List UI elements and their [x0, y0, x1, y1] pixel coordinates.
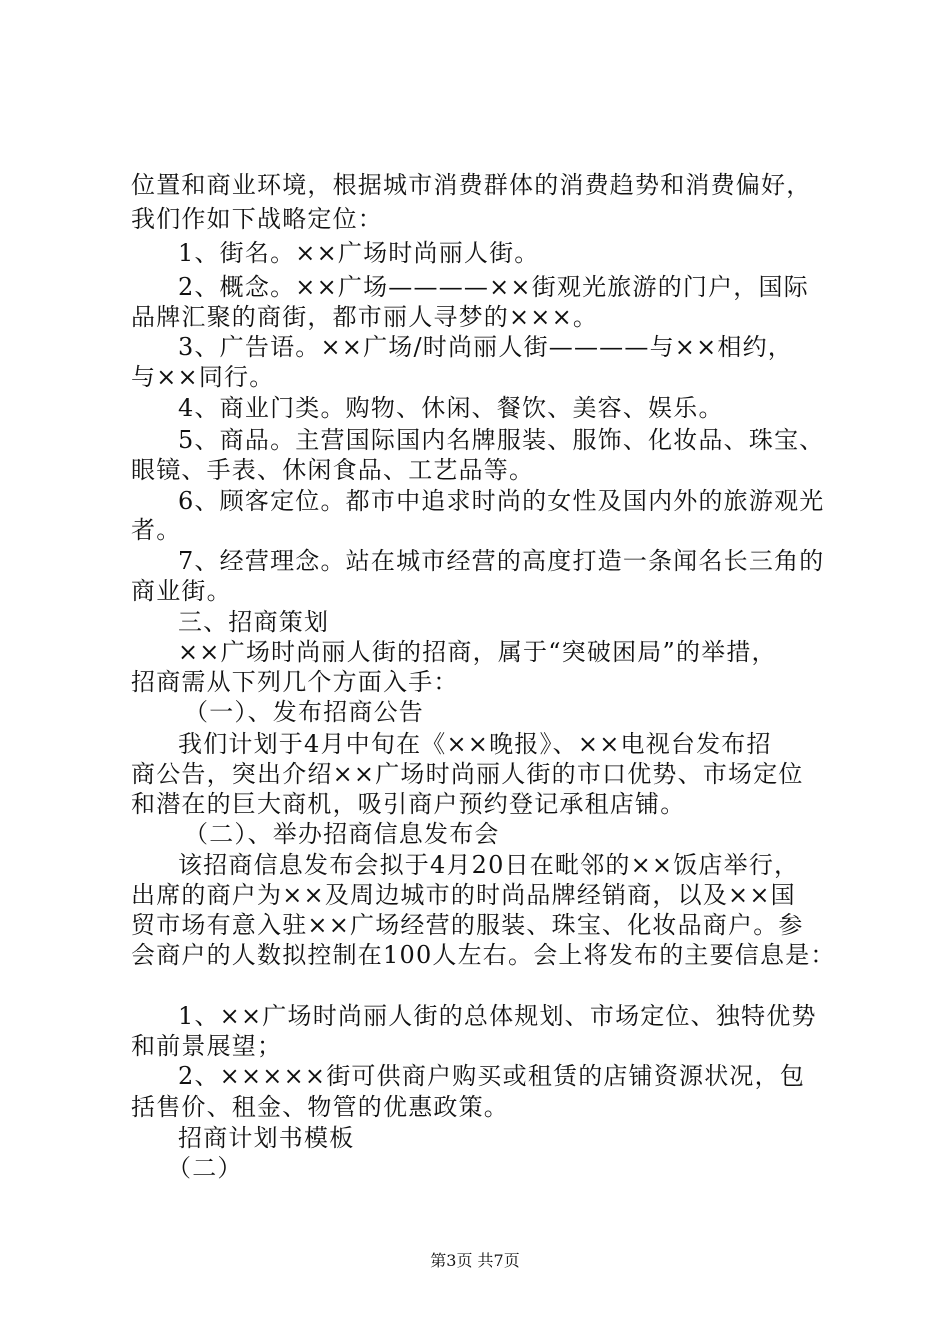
text-line: 者。: [131, 516, 182, 544]
text-line: 5、商品。主营国际国内名牌服装、服饰、化妆品、珠宝、: [178, 426, 825, 454]
text-line: 2、概念。××广场————××街观光旅游的门户，国际: [178, 273, 809, 301]
text-line: 和潜在的巨大商机，吸引商户预约登记承租店铺。: [131, 790, 686, 818]
text-line: 2、×××××街可供商户购买或租赁的店铺资源状况，包: [178, 1062, 806, 1090]
text-line: ××广场时尚丽人街的招商，属于“突破困局”的举措，: [178, 638, 777, 666]
text-line: 我们作如下战略定位：: [131, 205, 383, 233]
text-line: 招商计划书模板: [178, 1124, 355, 1152]
text-line: 品牌汇聚的商街，都市丽人寻梦的×××。: [131, 303, 599, 331]
page-number-footer: 第3页 共7页: [430, 1251, 520, 1270]
text-line: 出席的商户为××及周边城市的时尚品牌经销商，以及××国: [131, 881, 796, 909]
text-line: （二）: [167, 1154, 243, 1182]
text-line: 1、街名。××广场时尚丽人街。: [178, 239, 540, 267]
text-line: 眼镜、手表、休闲食品、工艺品等。: [131, 456, 535, 484]
text-line: 会商户的人数拟控制在100人左右。会上将发布的主要信息是：: [131, 941, 836, 969]
text-line: 与××同行。: [131, 363, 275, 391]
section-heading: 三、招商策划: [178, 608, 330, 636]
text-line: 1、××广场时尚丽人街的总体规划、市场定位、独特优势: [178, 1002, 817, 1030]
text-line: 贸市场有意入驻××广场经营的服装、珠宝、化妆品商户。参: [131, 911, 804, 939]
text-line: 位置和商业环境，根据城市消费群体的消费趋势和消费偏好，: [131, 171, 812, 199]
text-line: 该招商信息发布会拟于4月20日在毗邻的××饭店举行，: [178, 851, 800, 879]
text-line: 7、经营理念。站在城市经营的高度打造一条闻名长三角的: [178, 547, 825, 575]
text-line: 4、商业门类。购物、休闲、餐饮、美容、娱乐。: [178, 394, 724, 422]
text-line: 6、顾客定位。都市中追求时尚的女性及国内外的旅游观光: [178, 487, 825, 515]
subsection-heading: （一）、发布招商公告: [184, 698, 424, 726]
text-line: 商公告，突出介绍××广场时尚丽人街的市口优势、市场定位: [131, 760, 804, 788]
subsection-heading: （二）、举办招商信息发布会: [184, 820, 500, 848]
text-line: 3、广告语。××广场/时尚丽人街————与××相约，: [178, 333, 793, 361]
text-line: 招商需从下列几个方面入手：: [131, 668, 459, 696]
text-line: 和前景展望；: [131, 1032, 283, 1060]
text-line: 括售价、租金、物管的优惠政策。: [131, 1093, 509, 1121]
text-line: 我们计划于4月中旬在《××晚报》、××电视台发布招: [178, 730, 772, 758]
text-line: 商业街。: [131, 577, 232, 605]
